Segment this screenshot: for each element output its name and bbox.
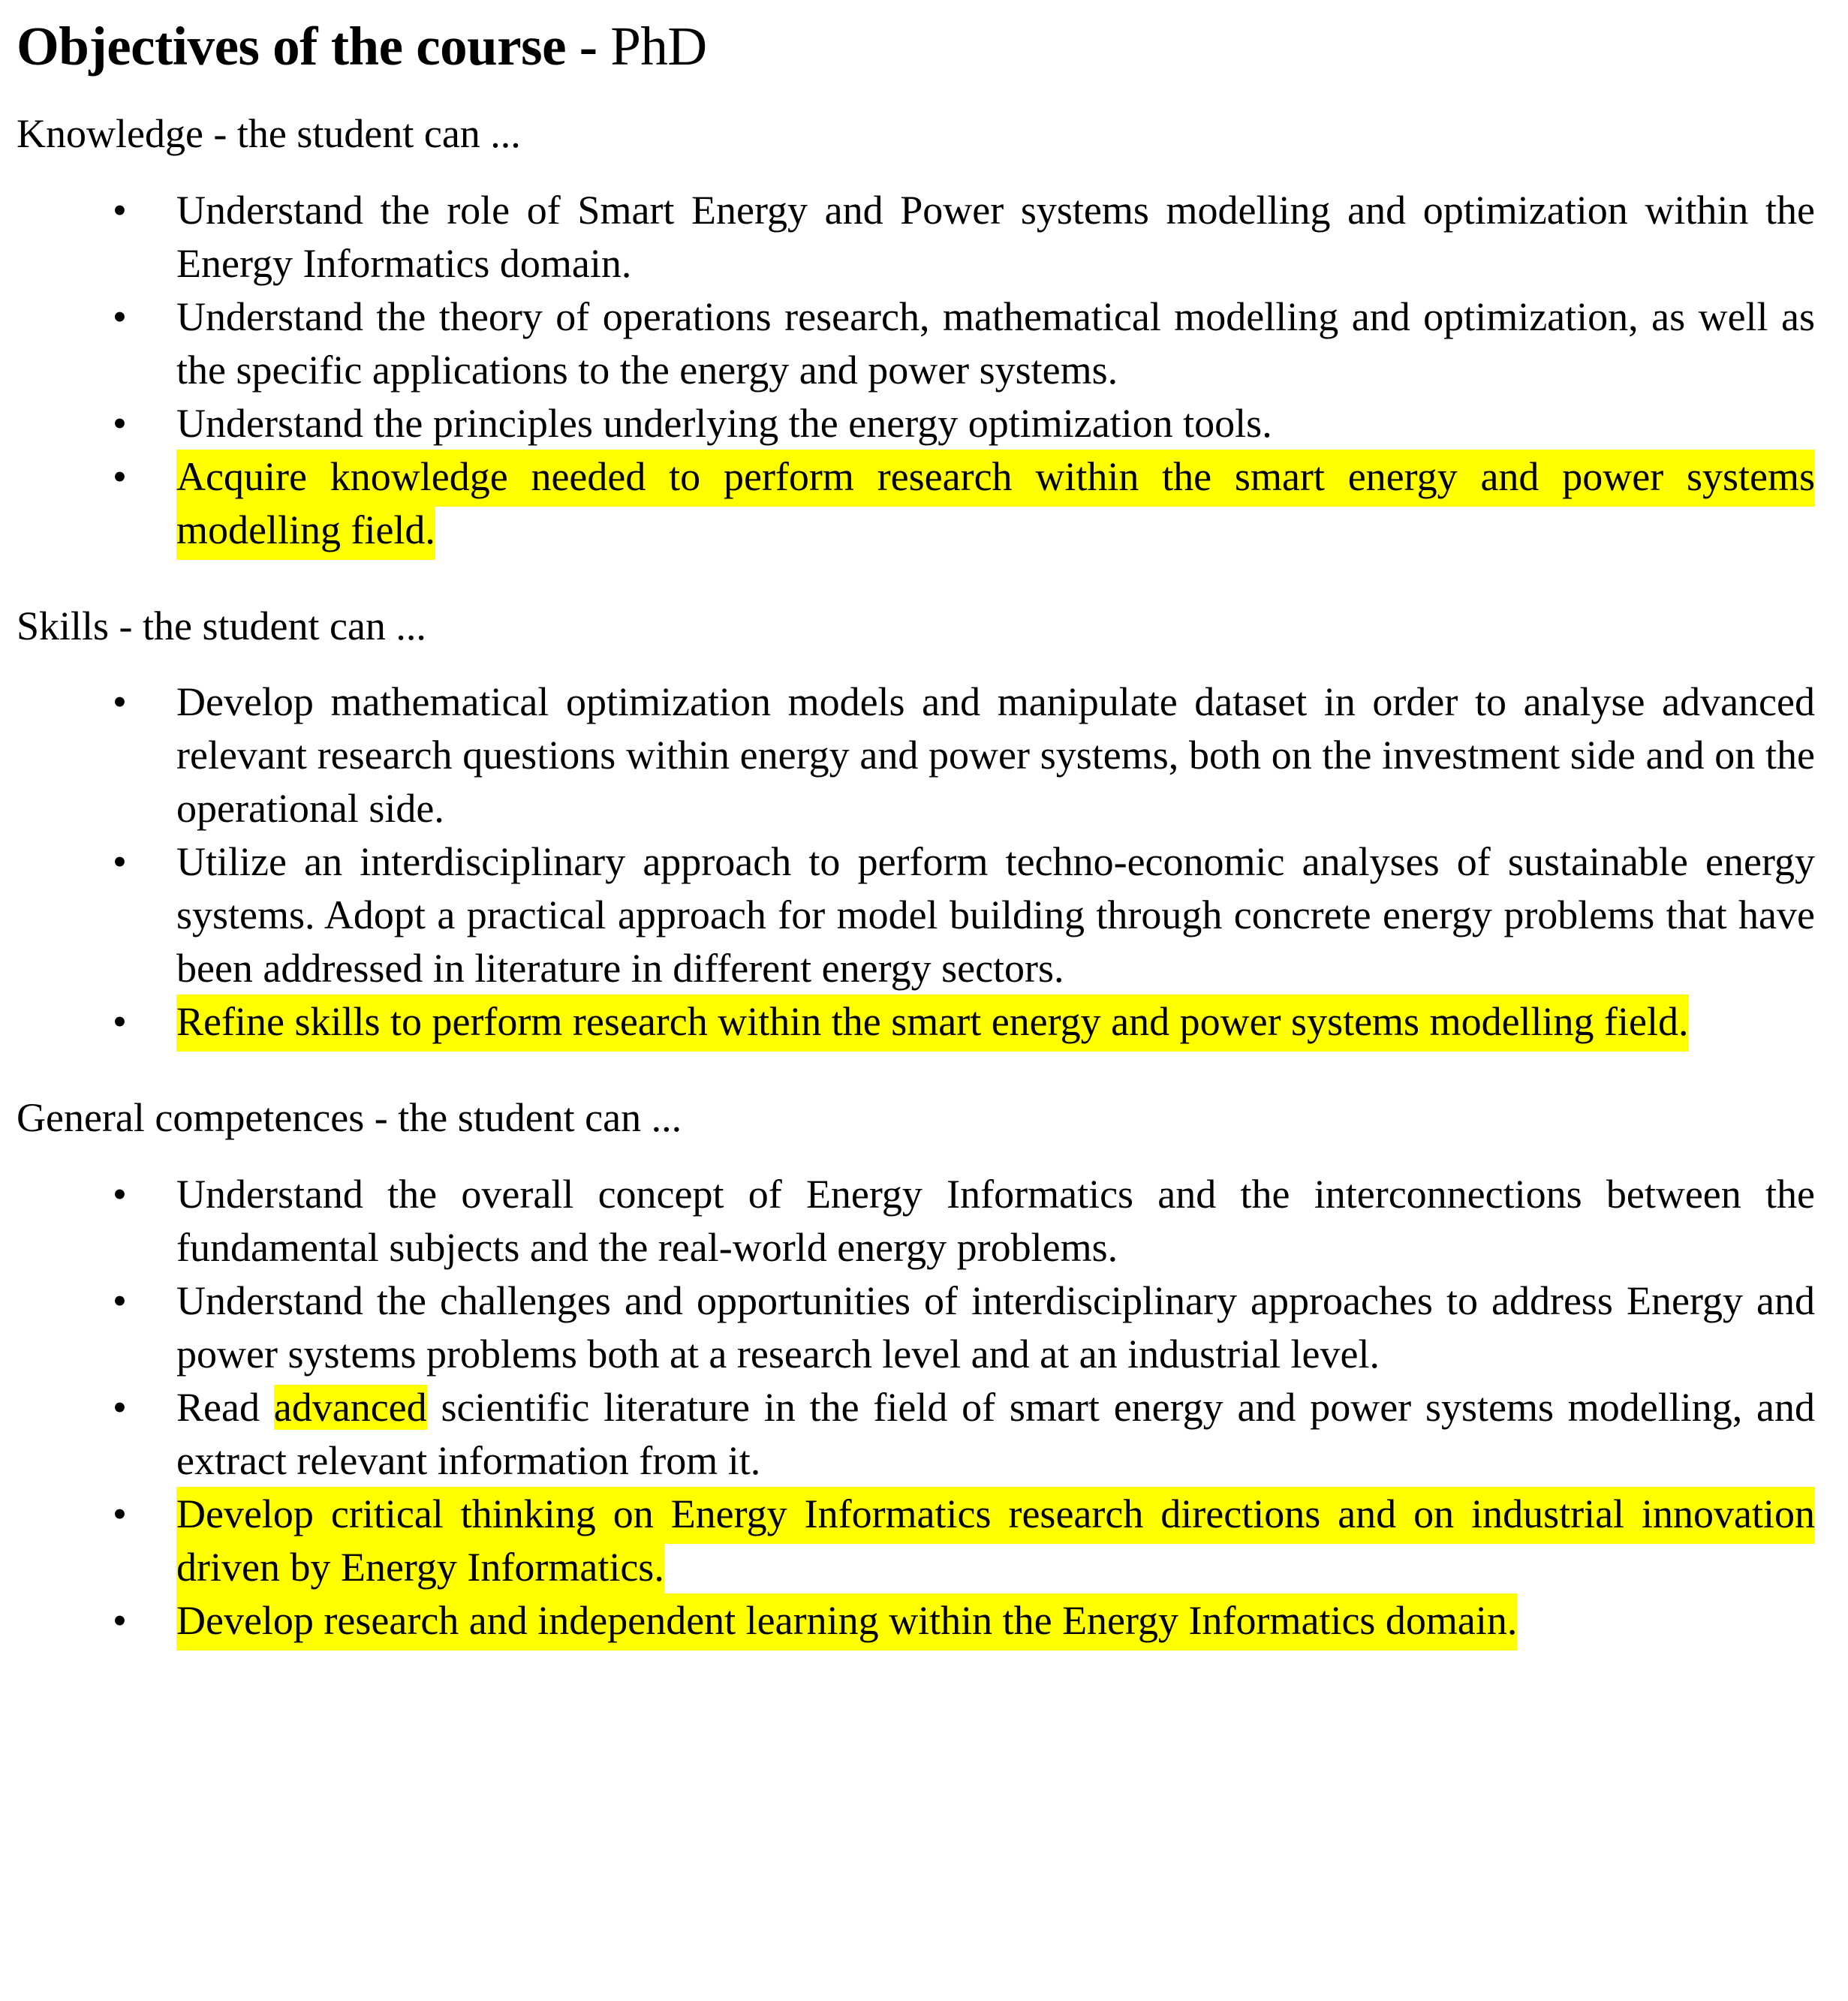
section-heading-general-competences: General competences - the student can ... bbox=[17, 1095, 682, 1141]
bullet-icon: • bbox=[113, 453, 127, 499]
bullet-list-skills bbox=[17, 676, 1815, 1049]
spacer-before-general bbox=[17, 1049, 1815, 1095]
page-title-suffix: PhD bbox=[610, 16, 707, 77]
list-item-text: Understand the principles underlying the energy optimization tools. bbox=[176, 400, 1272, 446]
list-item-text bbox=[176, 450, 1815, 557]
spacer-after-title bbox=[17, 77, 1815, 111]
bullet-icon: • bbox=[113, 400, 127, 446]
list-item-text: Understand the challenges and opportunities of interdisciplinary approaches to address Energy and power systems problems both at a research level and at an industrial level. bbox=[176, 1277, 1815, 1377]
text-before-highlight: Read bbox=[176, 1384, 274, 1430]
list-item-text bbox=[176, 1381, 1815, 1488]
highlight-span: advanced bbox=[273, 1384, 427, 1430]
list-item bbox=[17, 1168, 1815, 1274]
list-item-highlighted bbox=[17, 450, 1815, 557]
bullet-icon: • bbox=[113, 1277, 127, 1323]
spacer-skills bbox=[17, 648, 1815, 676]
highlight-span: Refine skills to perform research within the smart energy and power systems modelling field. bbox=[176, 994, 1689, 1052]
list-item bbox=[17, 290, 1815, 397]
list-item-text bbox=[176, 1594, 1815, 1647]
section-knowledge bbox=[17, 111, 1815, 556]
list-item-highlighted bbox=[17, 995, 1815, 1049]
list-item-highlighted bbox=[17, 1488, 1815, 1594]
bullet-list-knowledge bbox=[17, 184, 1815, 557]
bullet-icon: • bbox=[113, 1384, 127, 1430]
bullet-icon: • bbox=[113, 187, 127, 233]
list-item-text bbox=[176, 1488, 1815, 1594]
bullet-list-general-competences bbox=[17, 1168, 1815, 1647]
spacer-knowledge bbox=[17, 157, 1815, 184]
highlight-span: Acquire knowledge needed to perform research within the smart energy and power systems modelling field. bbox=[176, 450, 1815, 560]
list-item-text bbox=[176, 995, 1815, 1049]
section-skills bbox=[17, 603, 1815, 1049]
bullet-icon: • bbox=[113, 1491, 127, 1536]
spacer-before-skills bbox=[17, 557, 1815, 603]
list-item-text: Utilize an interdisciplinary approach to perform techno-economic analyses of sustainable energy systems. Adopt a practical approach for model building through concrete energy problems that have been addressed in literature in different energy sectors. bbox=[176, 839, 1815, 991]
text-after-highlight: scientific literature in the field of smart energy and power systems modelling, and extract relevant information from it. bbox=[176, 1384, 1816, 1483]
list-item bbox=[17, 676, 1815, 835]
highlight-span: Develop research and independent learning within the Energy Informatics domain. bbox=[176, 1593, 1517, 1650]
bullet-icon: • bbox=[113, 679, 127, 725]
bullet-icon: • bbox=[113, 839, 127, 885]
spacer-general bbox=[17, 1141, 1815, 1168]
list-item-text: Understand the theory of operations research, mathematical modelling and optimization, as well as the specific applications to the energy and power systems. bbox=[176, 293, 1815, 393]
section-heading-knowledge: Knowledge - the student can ... bbox=[17, 111, 521, 157]
list-item-partial-highlight bbox=[17, 1381, 1815, 1488]
page-title-main: Objectives of the course bbox=[17, 16, 566, 77]
list-item bbox=[17, 397, 1815, 450]
bullet-icon: • bbox=[113, 293, 127, 339]
page-title-separator: - bbox=[565, 16, 611, 77]
list-item bbox=[17, 184, 1815, 290]
bullet-icon: • bbox=[113, 1171, 127, 1217]
bullet-icon: • bbox=[113, 999, 127, 1045]
list-item bbox=[17, 835, 1815, 995]
section-heading-skills: Skills - the student can ... bbox=[17, 603, 426, 648]
list-item bbox=[17, 1274, 1815, 1381]
list-item-text: Develop mathematical optimization models and manipulate dataset in order to analyse advanced relevant research questions within energy and power systems, both on the investment side and on the operational side. bbox=[176, 679, 1815, 832]
highlight-span: Develop critical thinking on Energy Informatics research directions and on industrial innovation driven by Energy Informatics. bbox=[176, 1487, 1815, 1597]
page-title bbox=[17, 14, 1815, 77]
list-item-highlighted bbox=[17, 1594, 1815, 1647]
bullet-icon: • bbox=[113, 1597, 127, 1643]
list-item-text: Understand the overall concept of Energy Informatics and the interconnections between the fundamental subjects and the real-world energy problems. bbox=[176, 1171, 1815, 1270]
list-item-text: Understand the role of Smart Energy and Power systems modelling and optimization within the Energy Informatics domain. bbox=[176, 187, 1815, 286]
section-general-competences bbox=[17, 1095, 1815, 1647]
